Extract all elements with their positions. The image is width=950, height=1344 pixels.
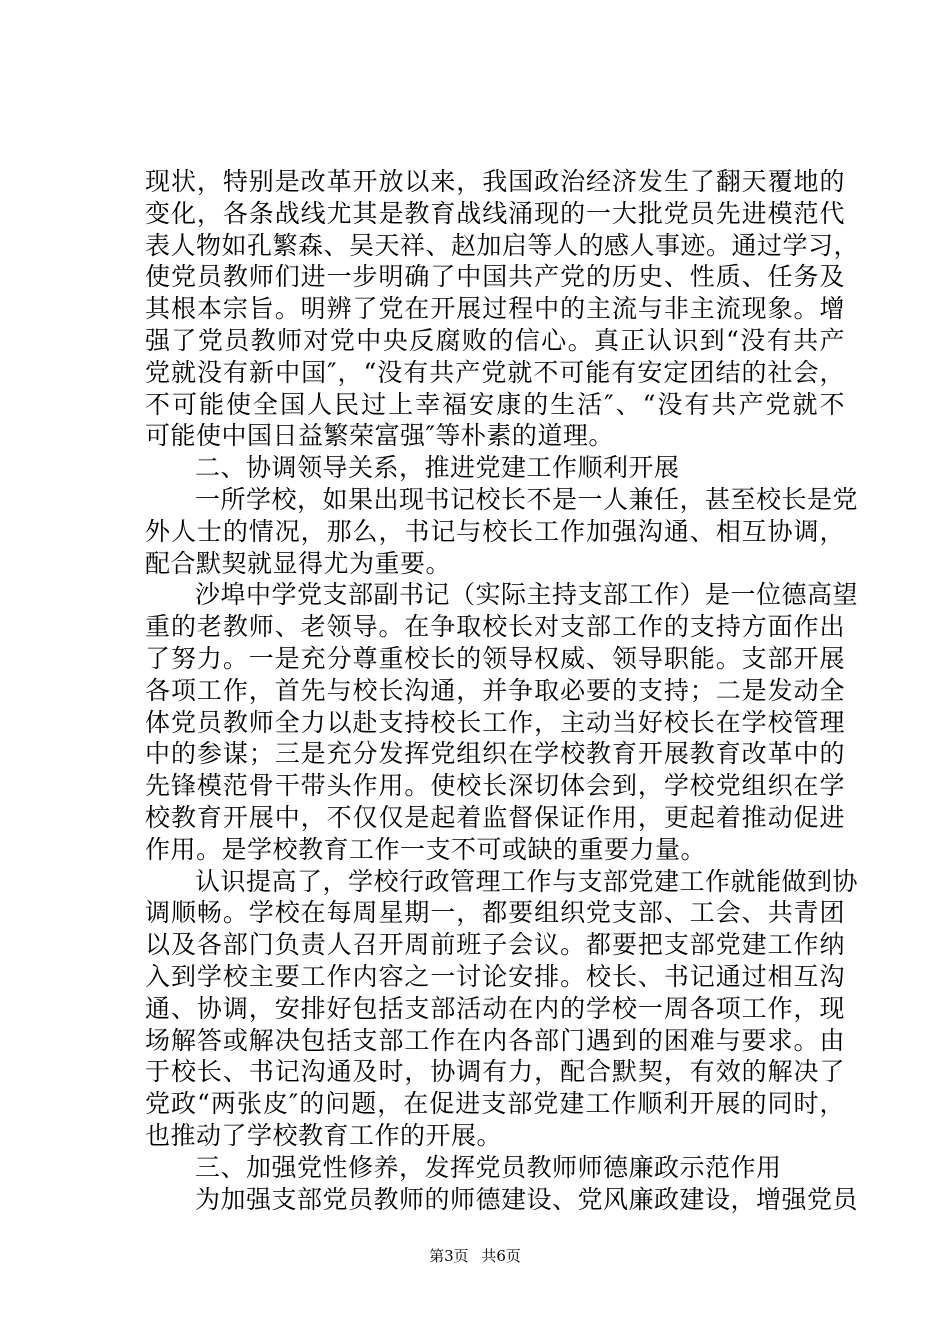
text-line: 沙埠中学党支部副书记（实际主持支部工作）是一位德高望 (195, 580, 859, 610)
text-line: 也推动了学校教育工作的开展。 (145, 1120, 503, 1150)
page-number-total: 共6页 (481, 1247, 521, 1265)
text-line: 不可能使全国人民过上幸福安康的生活″、“没有共产党就不 (145, 389, 845, 419)
text-line: 配合默契就显得尤为重要。 (145, 548, 452, 578)
text-line: 先锋模范骨干带头作用。使校长深切体会到，学校党组织在学 (145, 771, 845, 801)
text-line: 二、协调领导关系，推进党建工作顺利开展 (195, 453, 680, 483)
text-line: 表人物如孔繁森、吴天祥、赵加启等人的感人事迹。通过学习， (145, 230, 860, 260)
document-body (145, 166, 860, 1215)
text-line: 重的老教师、老领导。在争取校长对支部工作的支持方面作出 (145, 612, 845, 642)
text-line: 了努力。一是充分尊重校长的领导权威、领导职能。支部开展 (145, 643, 845, 673)
text-line: 其根本宗旨。明辨了党在开展过程中的主流与非主流现象。增 (145, 294, 845, 324)
text-line: 党政“两张皮″的问题，在促进支部党建工作顺利开展的同时， (145, 1089, 845, 1119)
text-line: 作用。是学校教育工作一支不可或缺的重要力量。 (145, 834, 707, 864)
text-line: 体党员教师全力以赴支持校长工作，主动当好校长在学校管理 (145, 707, 845, 737)
text-line: 校教育开展中，不仅仅是起着监督保证作用，更起着推动促进 (145, 802, 845, 832)
text-line: 中的参谋；三是充分发挥党组织在学校教育开展教育改革中的 (145, 739, 845, 769)
text-line: 三、加强党性修养，发挥党员教师师德廉政示范作用 (195, 1152, 782, 1182)
text-line: 场解答或解决包括支部工作在内各部门遇到的困难与要求。由 (145, 1025, 845, 1055)
text-line: 各项工作，首先与校长沟通，并争取必要的支持；二是发动全 (145, 675, 845, 705)
page-footer (0, 1246, 950, 1266)
text-line: 强了党员教师对党中央反腐败的信心。真正认识到“没有共产 (145, 325, 845, 355)
text-line: 以及各部门负责人召开周前班子会议。都要把支部党建工作纳 (145, 930, 845, 960)
text-line: 调顺畅。学校在每周星期一，都要组织党支部、工会、共青团 (145, 898, 845, 928)
text-line: 党就没有新中国″，“没有共产党就不可能有安定团结的社会， (145, 357, 845, 387)
text-line: 变化，各条战线尤其是教育战线涌现的一大批党员先进模范代 (145, 198, 845, 228)
page-number-current: 第3页 (429, 1247, 469, 1265)
text-line: 于校长、书记沟通及时，协调有力，配合默契，有效的解决了 (145, 1057, 845, 1087)
text-line: 可能使中国日益繁荣富强″等朴素的道理。 (145, 421, 614, 451)
text-line: 使党员教师们进一步明确了中国共产党的历史、性质、任务及 (145, 262, 845, 292)
text-line: 外人士的情况，那么，书记与校长工作加强沟通、相互协调， (145, 516, 845, 546)
text-line: 为加强支部党员教师的师德建设、党风廉政建设，增强党员 (195, 1184, 859, 1214)
text-line: 认识提高了，学校行政管理工作与支部党建工作就能做到协 (195, 866, 859, 896)
text-line: 入到学校主要工作内容之一讨论安排。校长、书记通过相互沟 (145, 961, 845, 991)
text-line: 一所学校，如果出现书记校长不是一人兼任，甚至校长是党 (195, 484, 859, 514)
text-line: 现状，特别是改革开放以来，我国政治经济发生了翻天覆地的 (145, 167, 845, 196)
text-line: 通、协调，安排好包括支部活动在内的学校一周各项工作，现 (145, 993, 845, 1023)
